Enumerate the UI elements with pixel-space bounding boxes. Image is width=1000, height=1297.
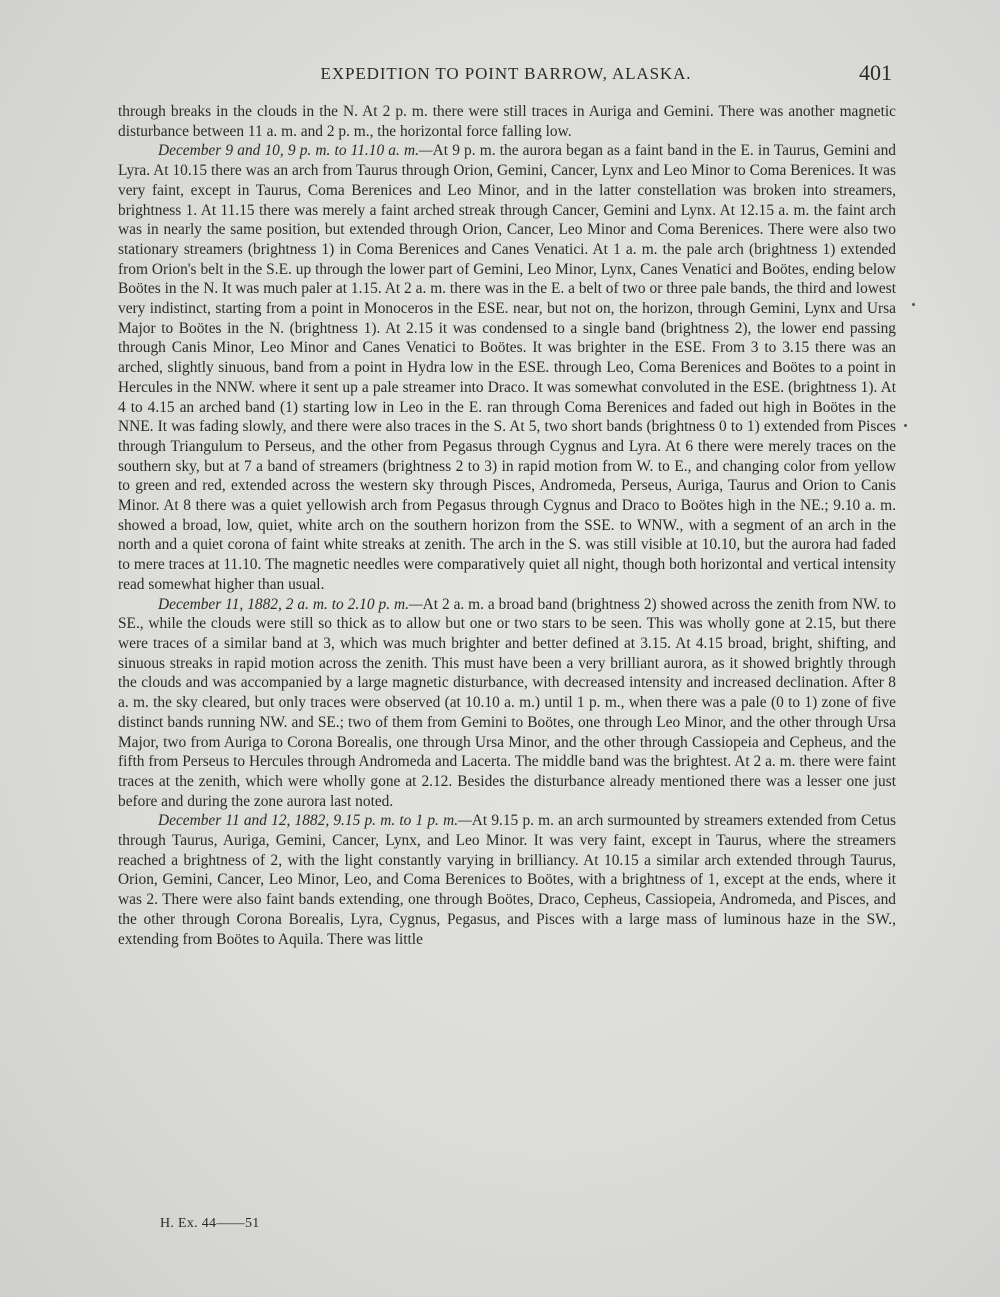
entry-heading: December 11 and 12, 1882, 9.15 p. m. to 1 p. m.— [158, 812, 472, 830]
paragraph-entry-dec-11-12 [118, 811, 896, 949]
paragraph-entry-dec-11 [118, 595, 896, 812]
paper-speck [904, 424, 907, 427]
signature-mark: H. Ex. 44——51 [160, 1216, 260, 1231]
paragraph-text: At 2 a. m. a broad band (brightness 2) showed across the zenith from NW. to SE., while the clouds were still so thick as to allow but one or two stars to be seen. This was wholly gone at 2.15, but there were traces of a similar band at 3, which was much brighter and better defined at 3.15. At 4.15 broad, bright, shifting, and sinuous streaks in rapid motion across the zenith. This must have been a very brilliant aurora, as it showed brightly through the clouds and was accompanied by a large magnetic disturbance, with decreased intensity and increased declination. After 8 a. m. the sky cleared, but only traces were observed (at 10.10 a. m.) until 1 p. m., when there was a pale (0 to 1) zone of five distinct bands running NW. and SE.; two of them from Gemini to Boötes, one through Leo Minor, and the other through Ursa Major, two from Auriga to Corona Borealis, one through Ursa Minor, and the other through Cassiopeia and Cepheus, and the fifth from Perseus to Hercules through Andromeda and Lacerta. The middle band was the brightest. At 2 a. m. there were faint traces at the zenith, which were wholly gone at 2.12. Besides the disturbance already mentioned there was a lesser one just before and during the zone aurora last noted. [118, 595, 896, 810]
paragraph-text: At 9.15 p. m. an arch surmounted by streamers extended from Cetus through Taurus, Auriga, Gemini, Cancer, Lynx, and Leo Minor. It was very faint, except in Taurus, where the streamers reached a brightness of 2, with the light constantly varying in brilliancy. At 10.15 a similar arch extended through Taurus, Orion, Gemini, Cancer, Leo Minor, Leo, and Coma Berenices to Boötes, with a brightness of 1, except at the ends, where it was 2. There were also faint bands extending, one through Boötes, Draco, Cepheus, Cassiopeia, Andromeda, and Pisces, and the other through Corona Borealis, Lyra, Cygnus, Pegasus, and Pisces with a large mass of luminous haze in the SW., extending from Boötes to Aquila. There was little [118, 812, 897, 948]
entry-heading: December 9 and 10, 9 p. m. to 11.10 a. m.— [158, 142, 433, 160]
paper-speck [912, 303, 915, 306]
running-title: EXPEDITION TO POINT BARROW, ALASKA. [320, 64, 692, 83]
paragraph-entry-dec-9-10 [118, 141, 896, 594]
entry-heading: December 11, 1882, 2 a. m. to 2.10 p. m.— [158, 595, 423, 613]
running-head [120, 60, 892, 88]
paragraph-text: through breaks in the clouds in the N. At 2 p. m. there were still traces in Auriga and Gemini. There was another magnetic disturbance between 11 a. m. and 2 p. m., the horizontal force falling low. [118, 103, 896, 140]
body-text [118, 102, 896, 949]
paragraph-continuation [118, 102, 896, 141]
paragraph-text: At 9 p. m. the aurora began as a faint band in the E. in Taurus, Gemini and Lyra. At 10.15 there was an arch from Taurus through Orion, Gemini, Cancer, Lynx and Leo Minor to Coma Berenices. It was very faint, except in Taurus, Coma Berenices and Leo Minor, and in the latter constellation was broken into streamers, brightness 1. At 11.15 there was merely a faint arched streak through Cancer, Gemini and Lynx. At 12.15 a. m. the faint arch was in nearly the same position, but extended through Orion, Cancer, Leo Minor and Coma Berenices. There were also two stationary streamers (brightness 1) in Coma Berenices and Canes Venatici. At 1 a. m. the pale arch (brightness 1) extended from Orion's belt in the S.E. up through the lower part of Gemini, Leo Minor, Lynx, Canes Venatici and Boötes, ending below Boötes in the N. It was much paler at 1.15. At 2 a. m. there was in the E. a belt of two or three pale bands, the third and lowest very indistinct, starting from a point in Monoceros in the ESE. near, but not on, the horizon, through Gemini, Lynx and Ursa Major to Boötes in the N. (brightness 1). At 2.15 it was condensed to a single band (brightness 2), the lower end passing through Canis Minor, Leo Minor and Canes Venatici to Boötes. It was brighter in the ESE. From 3 to 3.15 there was an arched, slightly sinuous, band from a point in Hydra low in the ESE. through Leo, Coma Berenices and Boötes to a point in Hercules in the NNW. where it sent up a pale streamer into Draco. It was somewhat convoluted in the ESE. (brightness 1). At 4 to 4.15 an arched band (1) starting low in Leo in the E. ran through Coma Berenices and faded out high in Boötes in the NNE. It was fading slowly, and there were also traces in the S. At 5, two short bands (brightness 0 to 1) extended from Pisces through Triangulum to Perseus, and the other from Pegasus through Cygnus and Lyra. At 6 there were merely traces on the southern sky, but at 7 a band of streamers (brightness 2 to 3) in rapid motion from W. to E., and changing color from yellow to green and red, extended across the western sky through Pisces, Andromeda, Perseus, Auriga, Taurus and Orion to Canis Minor. At 8 there was a quiet yellowish arch from Pegasus through Cygnus and Draco to Boötes high in the NE.; 9.10 a. m. showed a broad, low, quiet, white arch on the southern horizon from the SSE. to WNW., with a segment of an arch in the north and a quiet corona of faint white streaks at zenith. The arch in the S. was still visible at 10.10, but the aurora had faded to mere traces at 11.10. The magnetic needles were comparatively quiet all night, though both horizontal and vertical intensity read somewhat higher than usual. [118, 142, 896, 593]
page-number: 401 [859, 60, 892, 85]
